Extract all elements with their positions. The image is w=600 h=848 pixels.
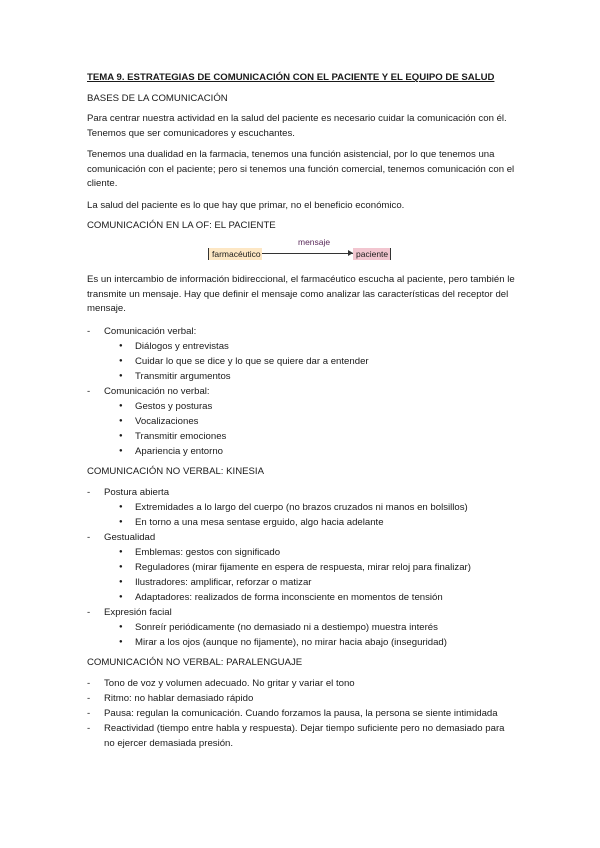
list-item: - Reactividad (tiempo entre habla y respuesta). Dejar tiempo suficiente pero no demasiado para no ejercer demasiada presión. [87,721,517,751]
list-verbal [87,324,517,459]
list-paralenguaje [87,676,517,751]
paragraph: Tenemos una dualidad en la farmacia, tenemos una función asistencial, por lo que tenemos una comunicación con el paciente; pero si tenemos una función comercial, tenemos comunicación con el cliente. [87,149,515,189]
list-item [87,485,517,530]
list-item-label: - Comunicación verbal: [104,325,197,337]
list-item: - Ritmo: no hablar demasiado rápido [87,691,517,706]
list-item [87,324,517,384]
document-title: TEMA 9. ESTRATEGIAS DE COMUNICACIÓN CON EL PACIENTE Y EL EQUIPO DE SALUD [87,72,495,83]
list-item [87,384,517,459]
sender-box: farmacéutico [208,248,262,260]
list-kinesia [87,485,517,650]
section-heading-paralenguaje: COMUNICACIÓN NO VERBAL: PARALENGUAJE [87,656,303,668]
paragraph: Es un intercambio de información bidireccional, el farmacéutico escucha al paciente, pero también le transmite un mensaje. Hay que definir el mensaje como analizar las características del receptor del mensaje. [87,274,515,314]
sub-list-item: ● Ilustradores: amplificar, reforzar o matizar [104,575,517,590]
sub-list-item: ● Emblemas: gestos con significado [104,545,517,560]
list-item-label: - Expresión facial [104,606,172,618]
sub-list-item: ● Sonreír periódicamente (no demasiado ni a destiempo) muestra interés [104,620,517,635]
sub-list-item: ● Diálogos y entrevistas [104,339,517,354]
sub-list-item: ● Transmitir argumentos [104,369,517,384]
sub-list-item: ● Adaptadores: realizados de forma inconsciente en momentos de tensión [104,590,517,605]
sub-list-item: ● Apariencia y entorno [104,444,517,459]
sub-list-item: ● Extremidades a lo largo del cuerpo (no brazos cruzados ni manos en bolsillos) [104,500,517,515]
list-item: - Pausa: regulan la comunicación. Cuando forzamos la pausa, la persona se siente intimidada [87,706,517,721]
list-item-label: - Comunicación no verbal: [104,385,210,397]
list-item: - Tono de voz y volumen adecuado. No gritar y variar el tono [87,676,517,691]
communication-diagram [87,239,517,263]
document-page [87,72,517,758]
message-label: mensaje [298,237,331,247]
section-heading-paciente: COMUNICACIÓN EN LA OF: EL PACIENTE [87,220,276,231]
list-item-label: - Gestualidad [104,531,156,543]
sub-list-item: ● Cuidar lo que se dice y lo que se quiere dar a entender [104,354,517,369]
section-heading-kinesia: COMUNICACIÓN NO VERBAL: KINESIA [87,465,264,477]
sub-list-item: ● Vocalizaciones [104,414,517,429]
sub-list-item: ● En torno a una mesa sentase erguido, algo hacia adelante [104,515,517,530]
receiver-box: paciente [353,248,391,260]
paragraph: Para centrar nuestra actividad en la salud del paciente es necesario cuidar la comunicación con él. Tenemos que ser comunicadores y escuchantes. [87,113,507,139]
list-item [87,605,517,650]
sub-list-item: ● Reguladores (mirar fijamente en espera de respuesta, mirar reloj para finalizar) [104,560,517,575]
sub-list-item: ● Gestos y posturas [104,399,517,414]
list-item [87,530,517,605]
list-item-label: - Postura abierta [104,486,170,498]
arrow-icon [262,253,353,254]
sub-list-item: ● Transmitir emociones [104,429,517,444]
sub-list-item: ● Mirar a los ojos (aunque no fijamente), no mirar hacia abajo (inseguridad) [104,635,517,650]
paragraph: La salud del paciente es lo que hay que primar, no el beneficio económico. [87,199,405,211]
section-heading-bases: BASES DE LA COMUNICACIÓN [87,93,228,104]
